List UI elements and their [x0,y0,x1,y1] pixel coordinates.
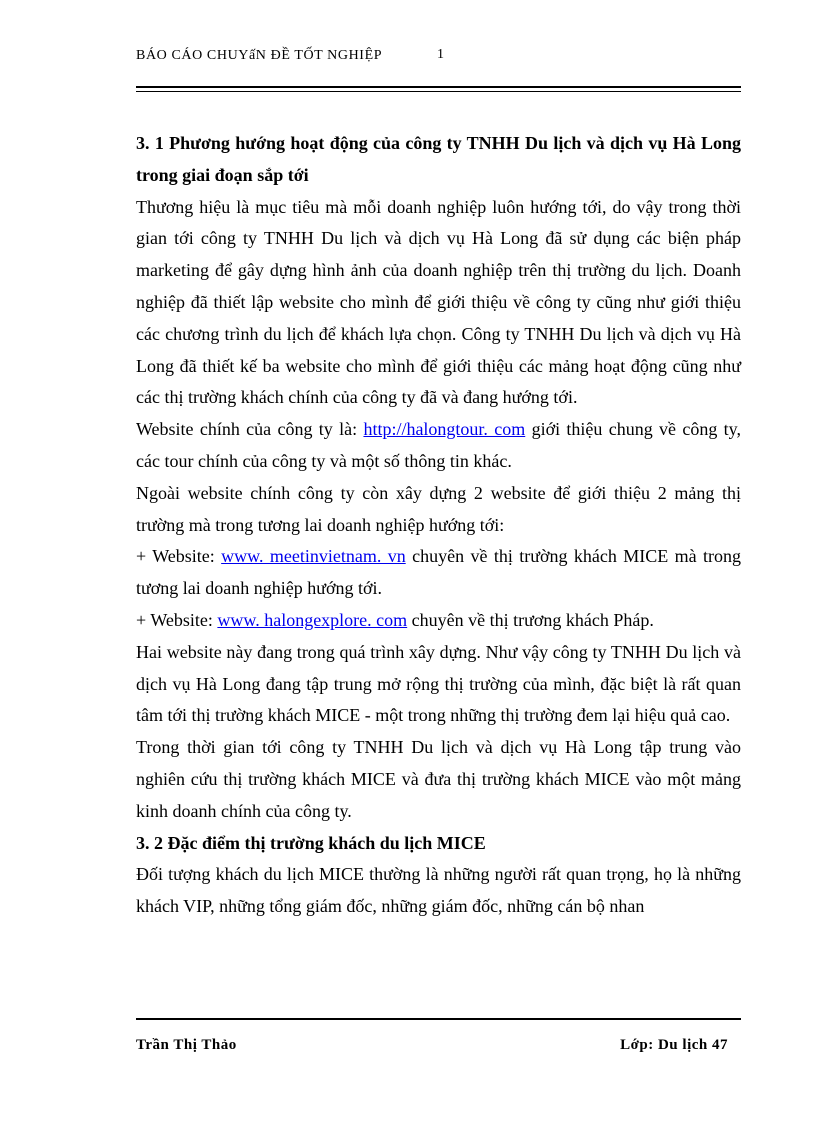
paragraph-text: giới thiệu chung về công ty, các tour chính của công ty và một số thông tin khác. [136,419,742,471]
paragraph-text: + Website: [136,546,222,567]
paragraph-text: + Website: [136,609,218,630]
page-number: 1 [437,47,444,62]
header-rule-thin [136,91,741,92]
link-meetinvietnam[interactable]: www. meetinvietnam. vn [221,546,406,567]
section-heading-3-2: 3. 2 Đặc điểm thị trường khách du lịch MICE [136,832,486,853]
paragraph: Hai website này đang trong quá trình xây dựng. Như vậy công ty TNHH Du lịch và dịch vụ Hà Long đang tập trung mở rộng thị trường của mình, đặc biệt là rất quan tâm tới thị trường khách MICE - một trong những thị trường đem lại hiệu quả cao. [136,641,741,726]
footer-class: Lớp: Du lịch 47 [620,1037,728,1053]
footer-author: Trần Thị Thảo [136,1037,237,1053]
paragraph-website-mice [136,541,741,605]
paragraph-website-main [136,414,741,478]
paragraph: Ngoài website chính công ty còn xây dựng 2 website để giới thiệu 2 mảng thị trường mà trong tương lai doanh nghiệp hướng tới: [136,482,741,535]
page-header [136,48,741,70]
paragraph-text: chuyên về thị trương khách Pháp. [407,609,654,630]
link-halongexplore[interactable]: www. halongexplore. com [217,609,408,630]
header-title: BÁO CÁO CHUYấN ĐỀ TỐT NGHIỆP [136,48,383,63]
paragraph-website-explore [136,605,741,637]
paragraph: Trong thời gian tới công ty TNHH Du lịch và dịch vụ Hà Long tập trung vào nghiên cứu thị trường khách MICE và đưa thị trường khách MICE vào một mảng kinh doanh chính của công ty. [136,737,741,821]
paragraph-text: Website chính của công ty là: [136,419,364,440]
document-body [136,128,741,923]
paragraph: Đối tượng khách du lịch MICE thường là những người rất quan trọng, họ là những khách VIP, những tổng giám đốc, những giám đốc, những cán bộ nhan [136,864,741,917]
paragraph: Thương hiệu là mục tiêu mà mỗi doanh nghiệp luôn hướng tới, do vậy trong thời gian tới công ty TNHH Du lịch và dịch vụ Hà Long đã sử dụng các biện pháp marketing để gây dựng hình ảnh của doanh nghiệp trên thị trường du lịch. Doanh nghiệp đã thiết lập website cho mình để giới thiệu về công ty cũng như giới thiệu các chương trình du lịch để khách lựa chọn. Công ty TNHH Du lịch và dịch vụ Hà Long đã thiết kế ba website cho mình để giới thiệu các mảng hoạt động cũng như các thị trường khách chính của công ty đã và đang hướng tới. [136,196,741,408]
header-rule-thick [136,86,741,88]
footer-rule [136,1018,741,1020]
paragraph-text: chuyên về thị trường khách MICE mà trong tương lai doanh nghiệp hướng tới. [136,546,741,599]
link-halongtour[interactable]: http://halongtour. com [363,419,526,440]
section-heading-3-1: 3. 1 Phương hướng hoạt động của công ty TNHH Du lịch và dịch vụ Hà Long trong giai đoạn sắp tới [136,133,741,185]
